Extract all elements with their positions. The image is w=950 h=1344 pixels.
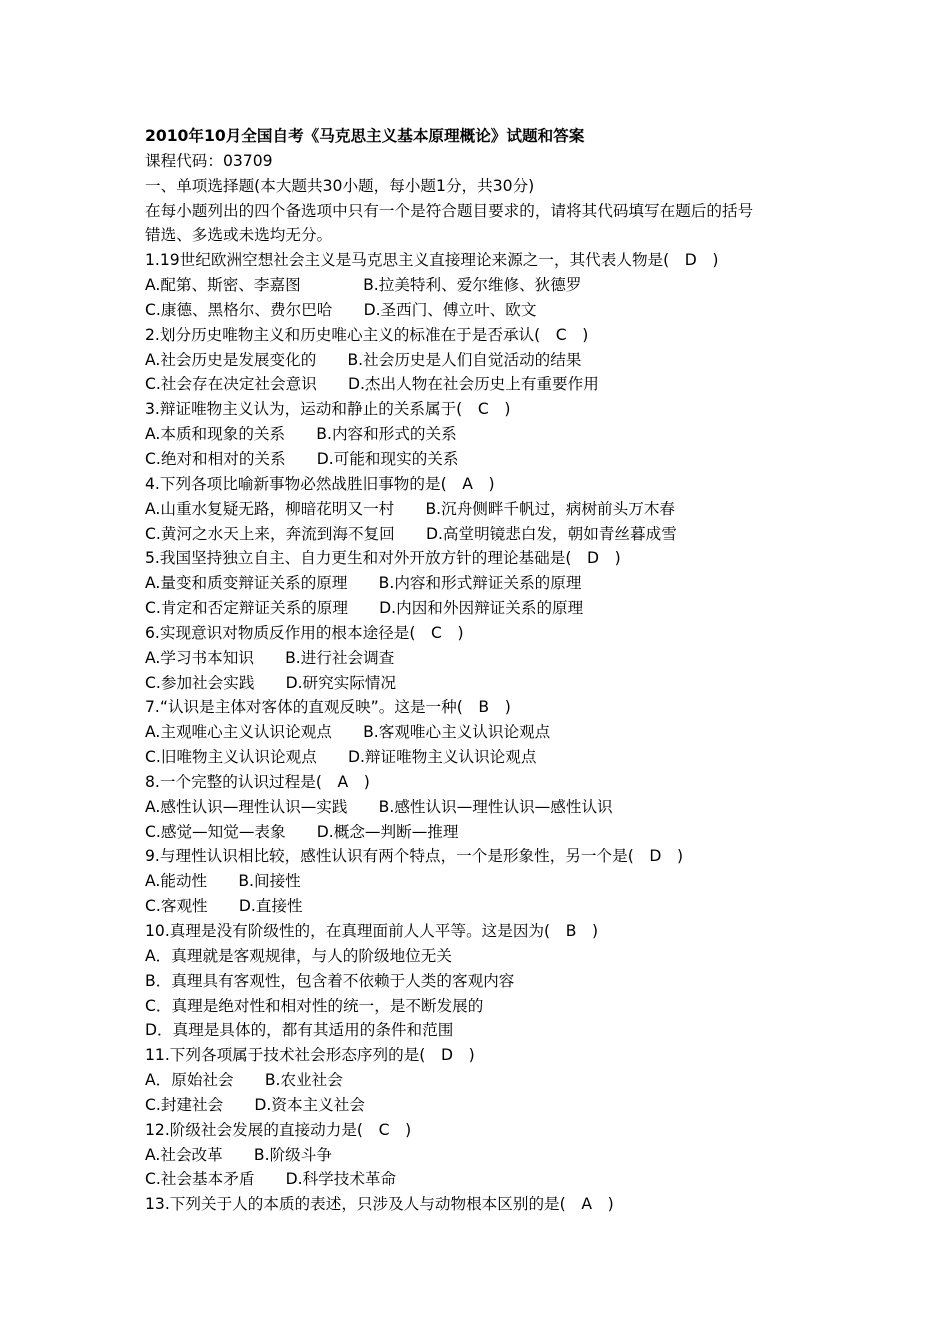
question-stem: 5.我国坚持独立自主、自力更生和对外开放方针的理论基础是( D ) [145,549,621,568]
question-option-row: A.社会历史是发展变化的 B.社会历史是人们自觉活动的结果 [145,350,582,369]
question-item [145,1043,925,1118]
question-item [145,1192,925,1217]
question-option-row: C.感觉—知觉—表象 D.概念—判断—推理 [145,822,459,841]
instruction-line: 错选、多选或未选均无分。 [145,226,333,245]
question-option-row: A.能动性 B.间接性 [145,872,301,891]
question-stem: 6.实现意识对物质反作用的根本途径是( C ) [145,623,464,642]
question-item [145,770,925,845]
question-item [145,397,925,472]
question-option-row: C.肯定和否定辩证关系的原理 D.内因和外因辩证关系的原理 [145,599,584,618]
question-option-row: A.感性认识—理性认识—实践 B.感性认识—理性认识—感性认识 [145,797,613,816]
question-option-row: B．真理具有客观性，包含着不依赖于人类的客观内容 [145,971,515,990]
question-option-row: A.学习书本知识 B.进行社会调查 [145,648,395,667]
question-stem: 13.下列关于人的本质的表述，只涉及人与动物根本区别的是( A ) [145,1195,614,1214]
question-option-row: C.社会基本矛盾 D.科学技术革命 [145,1170,397,1189]
document-title: 2010年10月全国自考《马克思主义基本原理概论》试题和答案 [145,127,585,145]
question-item [145,248,925,323]
instruction-line: 在每小题列出的四个备选项中只有一个是符合题目要求的，请将其代码填写在题后的括号 [145,201,754,220]
course-code: 课程代码：03709 [145,151,273,170]
question-stem: 12.阶级社会发展的直接动力是( C ) [145,1120,412,1139]
section-heading: 一、单项选择题(本大题共30小题，每小题1分，共30分) [145,176,535,195]
question-option-row: C.康德、黑格尔、费尔巴哈 D.圣西门、傅立叶、欧文 [145,300,537,319]
question-option-row: A.主观唯心主义认识论观点 B.客观唯心主义认识论观点 [145,723,551,742]
question-stem: 7.“认识是主体对客体的直观反映”。这是一种( B ) [145,698,511,717]
question-item [145,695,925,770]
question-option-row: C.黄河之水天上来，奔流到海不复回 D.高堂明镜悲白发，朝如青丝暮成雪 [145,524,677,543]
question-option-row: A．原始社会 B.农业社会 [145,1071,343,1090]
question-list [145,248,925,1217]
question-stem: 2.划分历史唯物主义和历史唯心主义的标准在于是否承认( C ) [145,325,589,344]
question-option-row: A.本质和现象的关系 B.内容和形式的关系 [145,425,457,444]
question-stem: 4.下列各项比喻新事物必然战胜旧事物的是( A ) [145,474,495,493]
question-option-row: C.客观性 D.直接性 [145,897,303,916]
question-stem: 1.19世纪欧洲空想社会主义是马克思主义直接理论来源之一，其代表人物是( D ) [145,251,719,270]
question-option-row: A.社会改革 B.阶级斗争 [145,1145,332,1164]
question-option-row: C.社会存在决定社会意识 D.杰出人物在社会历史上有重要作用 [145,375,599,394]
question-option-row: C.封建社会 D.资本主义社会 [145,1095,365,1114]
question-stem: 3.辩证唯物主义认为，运动和静止的关系属于( C ) [145,400,511,419]
exam-document [145,124,925,1217]
question-option-row: D．真理是具体的，都有其适用的条件和范围 [145,1021,454,1040]
question-option-row: A.量变和质变辩证关系的原理 B.内容和形式辩证关系的原理 [145,574,582,593]
question-stem: 10.真理是没有阶级性的，在真理面前人人平等。这是因为( B ) [145,922,599,940]
question-option-row: C.绝对和相对的关系 D.可能和现实的关系 [145,449,459,468]
question-option-row: C．真理是绝对性和相对性的统一，是不断发展的 [145,996,484,1015]
question-item [145,919,925,1043]
question-stem: 11.下列各项属于技术社会形态序列的是( D ) [145,1046,475,1065]
question-item [145,621,925,696]
question-option-row: A．真理就是客观规律，与人的阶级地位无关 [145,946,452,965]
question-item [145,323,925,398]
question-item [145,472,925,547]
question-option-row: C.旧唯物主义认识论观点 D.辩证唯物主义认识论观点 [145,748,537,767]
question-option-row: A.山重水复疑无路，柳暗花明又一村 B.沉舟侧畔千帆过，病树前头万木春 [145,499,676,518]
question-item [145,1118,925,1193]
question-stem: 9.与理性认识相比较，感性认识有两个特点，一个是形象性，另一个是( D ) [145,847,684,866]
question-item [145,546,925,621]
question-item [145,844,925,919]
question-stem: 8.一个完整的认识过程是( A ) [145,772,370,791]
question-option-row: A.配第、斯密、李嘉图 B.拉美特利、爱尔维修、狄德罗 [145,276,582,295]
question-option-row: C.参加社会实践 D.研究实际情况 [145,673,397,692]
